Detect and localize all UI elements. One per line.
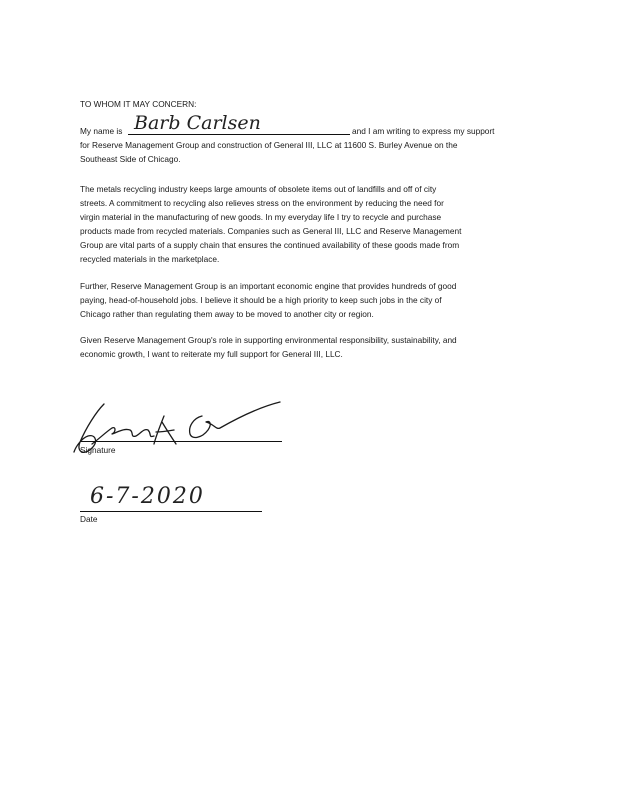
paragraph-support xyxy=(80,333,540,361)
date-line xyxy=(80,511,262,512)
paragraph-line: paying, head-of-household jobs. I believe it should be a high priority to keep such jobs in the city of xyxy=(80,295,442,305)
handwritten-date: 6-7-2020 xyxy=(90,484,205,509)
paragraph-line: economic growth, I want to reiterate my full support for General III, LLC. xyxy=(80,349,343,359)
salutation: TO WHOM IT MAY CONCERN: xyxy=(80,99,197,109)
date-label: Date xyxy=(80,514,98,524)
handwritten-name: Barb Carlsen xyxy=(134,112,261,134)
paragraph-line: Further, Reserve Management Group is an important economic engine that provides hundreds of good xyxy=(80,281,457,291)
name-underline xyxy=(128,134,350,135)
signature-line xyxy=(80,441,282,442)
paragraph-line: Given Reserve Management Group's role in supporting environmental responsibility, sustainability, and xyxy=(80,335,457,345)
intro-prefix: My name is xyxy=(80,126,123,136)
paragraph-line: Group are vital parts of a supply chain that ensures the continued availability of these goods made from xyxy=(80,240,460,250)
intro-line-3: Southeast Side of Chicago. xyxy=(80,154,181,164)
intro-suffix: and I am writing to express my support xyxy=(352,126,495,136)
paragraph-line: recycled materials in the marketplace. xyxy=(80,254,220,264)
paragraph-jobs xyxy=(80,279,540,321)
paragraph-line: The metals recycling industry keeps large amounts of obsolete items out of landfills and off of city xyxy=(80,184,437,194)
paragraph-line: products made from recycled materials. Companies such as General III, LLC and Reserve Management xyxy=(80,226,462,236)
paragraph-recycling xyxy=(80,182,540,266)
intro-line-2: for Reserve Management Group and construction of General III, LLC at 11600 S. Burley Avenue on the xyxy=(80,140,458,150)
paragraph-line: Chicago rather than regulating them away to be moved to another city or region. xyxy=(80,309,374,319)
signature-label: Signature xyxy=(80,445,116,455)
paragraph-line: virgin material in the manufacturing of new goods. In my everyday life I try to recycle and purchase xyxy=(80,212,442,222)
paragraph-line: streets. A commitment to recycling also relieves stress on the environment by reducing the need for xyxy=(80,198,444,208)
